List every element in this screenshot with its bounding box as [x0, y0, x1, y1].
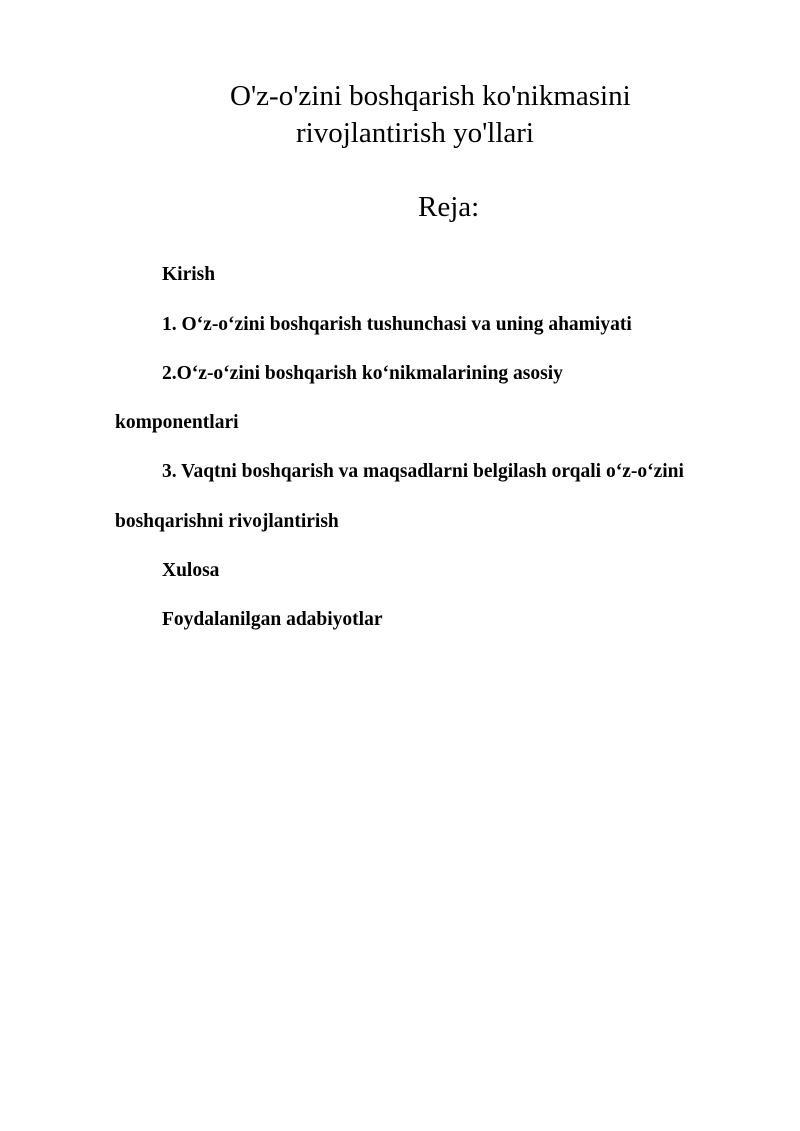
document-title-line-2: rivojlantirish yo'llari	[296, 117, 534, 149]
toc-item-introduction: Kirish	[162, 264, 216, 285]
toc-item-section-3-continued: boshqarishni rivojlantirish	[115, 511, 339, 532]
document-title-line-1: O'z-o'zini boshqarish ko'nikmasini	[230, 80, 631, 112]
toc-item-conclusion: Xulosa	[162, 560, 220, 581]
toc-item-section-1: 1. O‘z-o‘zini boshqarish tushunchasi va uning ahamiyati	[162, 314, 632, 335]
toc-item-section-3: 3. Vaqtni boshqarish va maqsadlarni belgilash orqali o‘z-o‘zini	[162, 461, 684, 482]
toc-item-references: Foydalanilgan adabiyotlar	[162, 609, 383, 630]
toc-item-section-2: 2.O‘z-o‘zini boshqarish ko‘nikmalarining asosiy	[162, 363, 563, 384]
toc-item-section-2-continued: komponentlari	[115, 412, 239, 433]
plan-heading: Reja:	[418, 191, 480, 223]
